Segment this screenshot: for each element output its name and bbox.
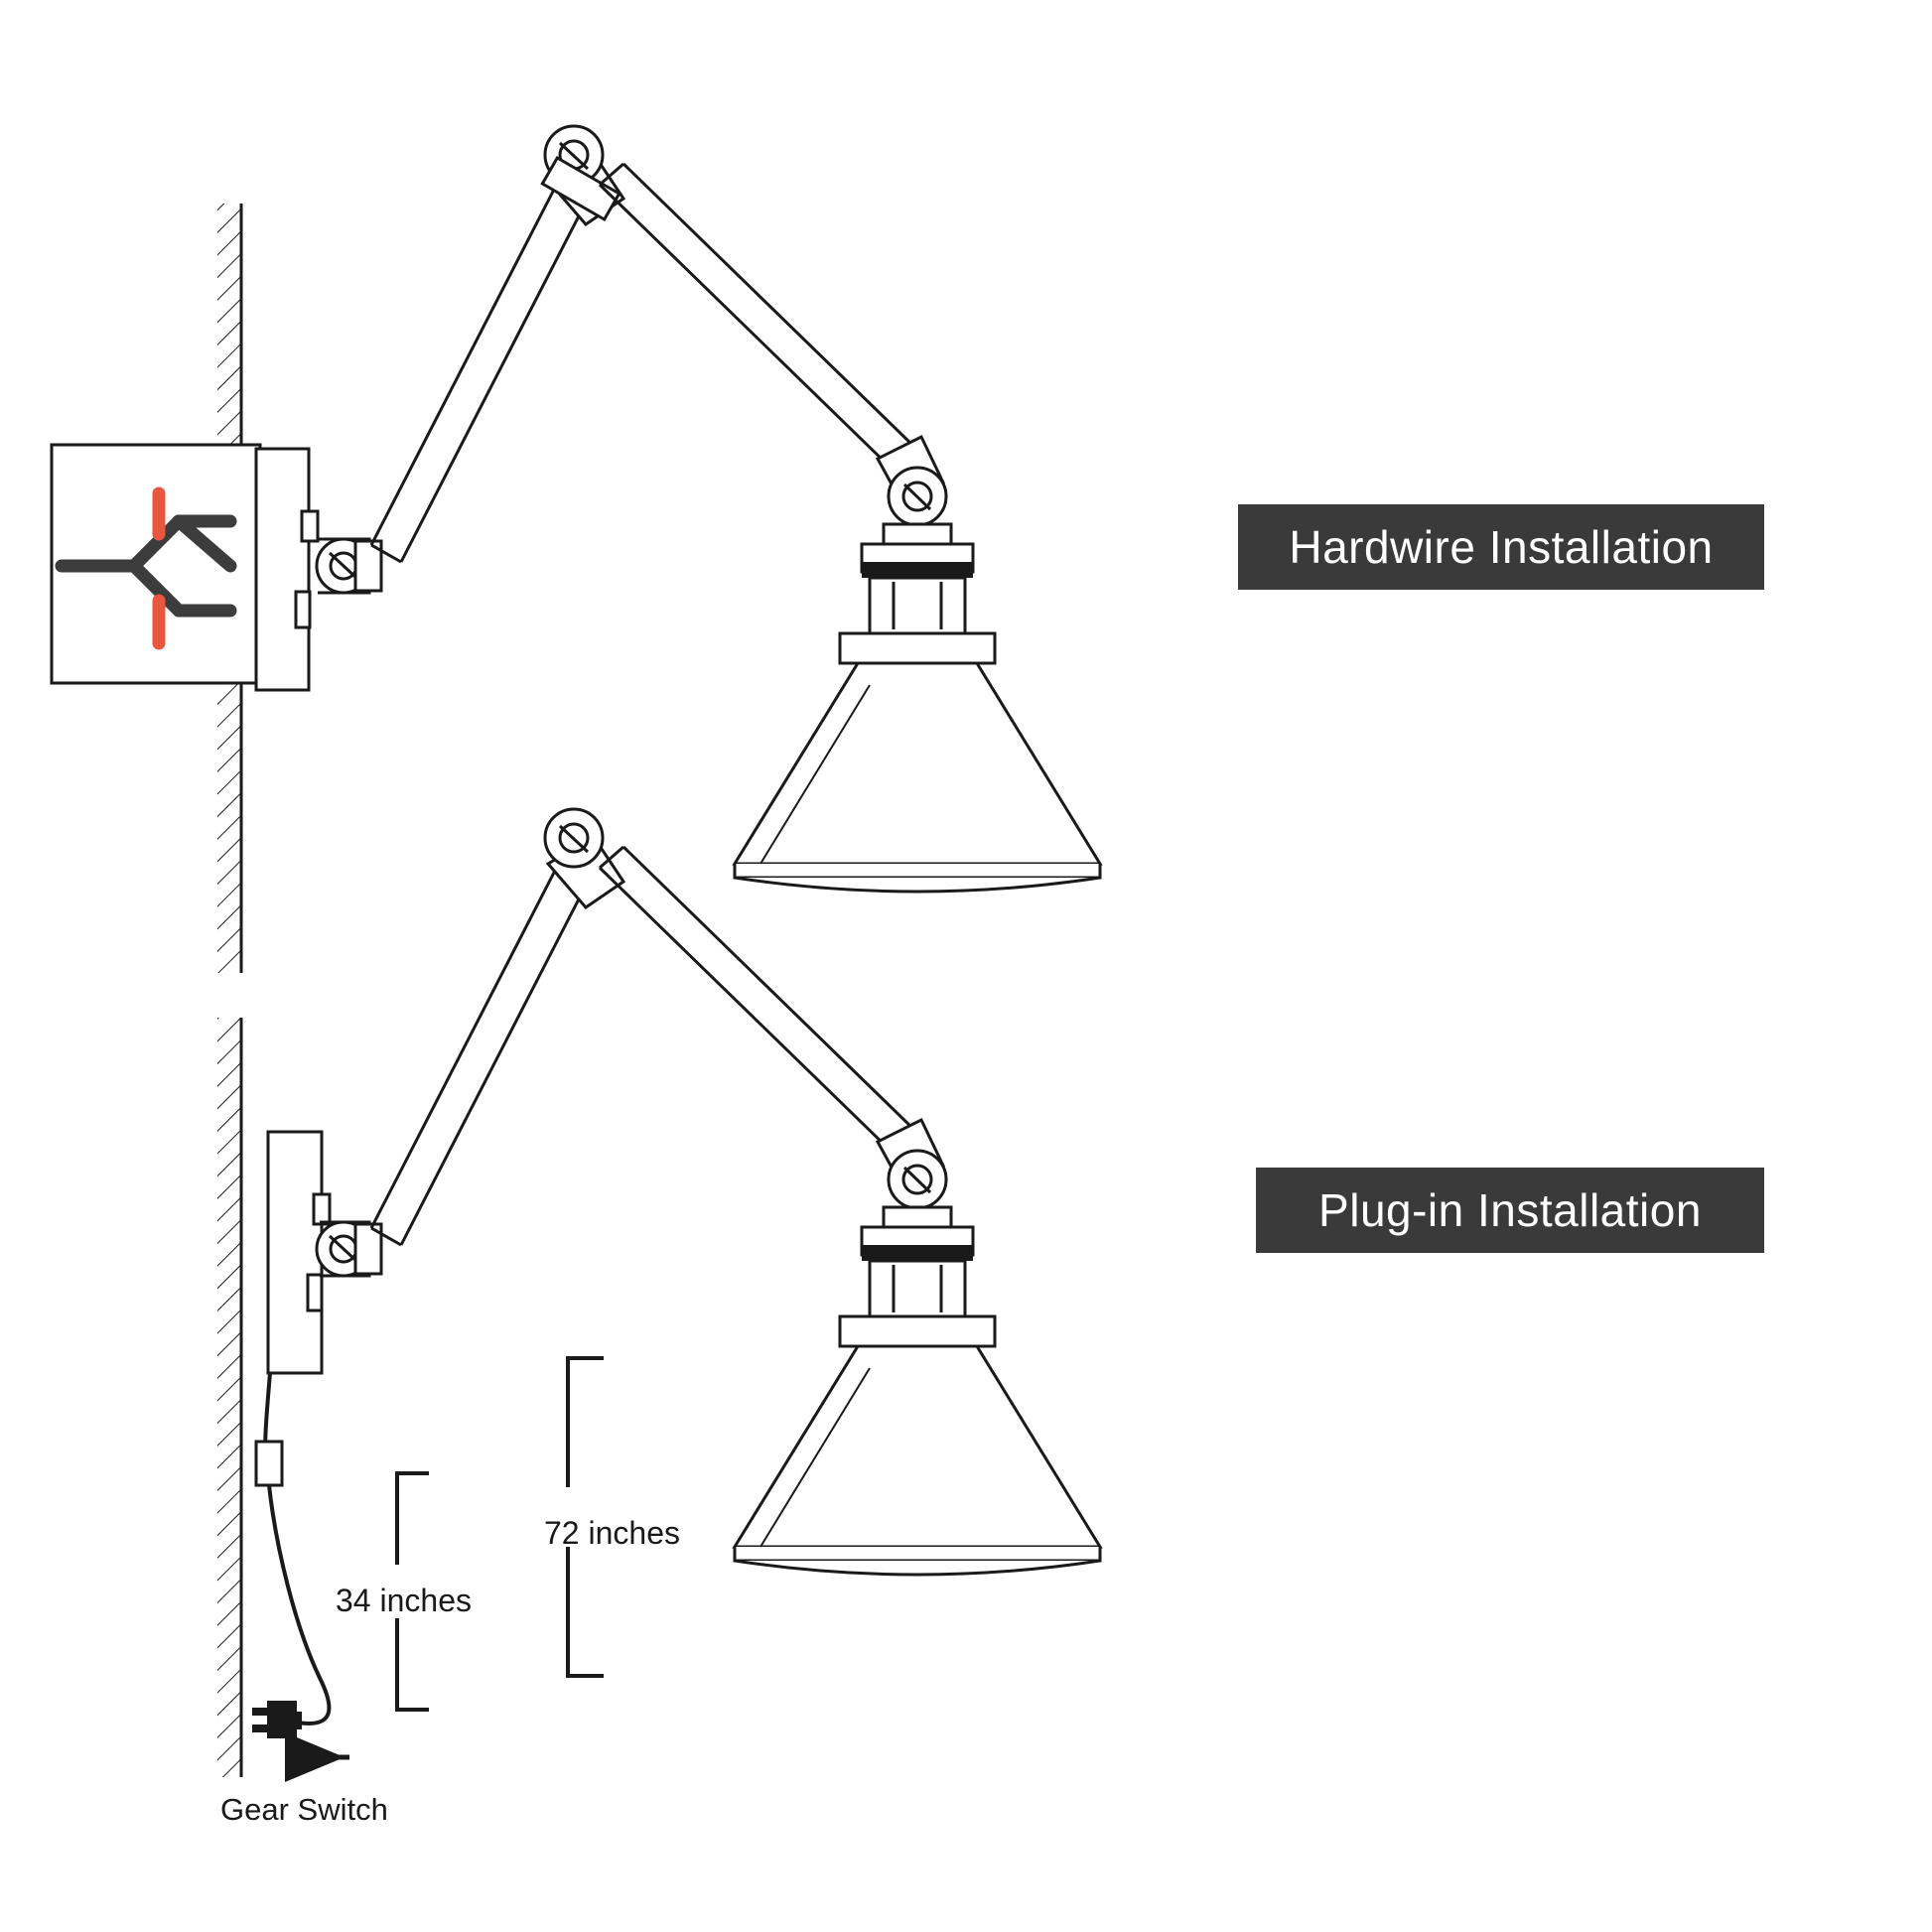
swing-arm-lamp-hardwire xyxy=(256,126,1100,892)
power-plug-icon xyxy=(252,1702,302,1737)
shade-pivot-joint-2 xyxy=(878,1120,946,1208)
cone-shade xyxy=(735,663,1100,892)
gear-switch-label: Gear Switch xyxy=(220,1792,388,1827)
label-hardwire-installation: Hardwire Installation xyxy=(1238,504,1764,590)
swing-arm-lamp-plugin xyxy=(268,809,1100,1575)
wall-lower xyxy=(217,1018,241,1777)
dimension-label-height: 72 inches xyxy=(544,1515,680,1551)
dimension-label-cord: 34 inches xyxy=(336,1583,472,1618)
cone-shade-2 xyxy=(735,1346,1100,1575)
power-cord xyxy=(256,1373,329,1724)
pivot-joint-lower-2 xyxy=(317,1222,381,1276)
lamp-socket xyxy=(840,524,995,663)
label-plugin-installation: Plug-in Installation xyxy=(1256,1168,1764,1253)
junction-box xyxy=(52,445,260,683)
lamp-socket-2 xyxy=(840,1207,995,1346)
pivot-joint-lower xyxy=(317,539,381,593)
shade-pivot-joint xyxy=(878,437,946,525)
